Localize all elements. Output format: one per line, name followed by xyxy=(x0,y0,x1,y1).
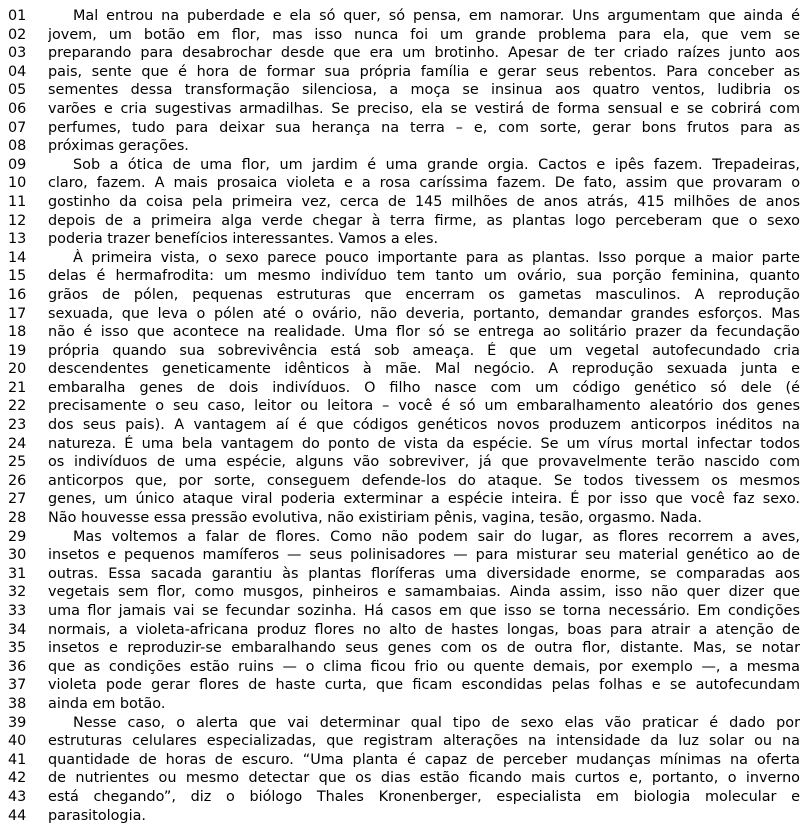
line-number: 07 xyxy=(8,119,27,136)
line-number: 18 xyxy=(8,324,27,341)
line-number: 13 xyxy=(8,231,27,248)
line-text: Sob a ótica de uma flor, um jardim é uma grande orgia. Cactos e ipês fazem. Trepadeiras, xyxy=(73,156,800,173)
text-line xyxy=(8,63,800,82)
line-text: Mas voltemos a falar de flores. Como não podem sair do lugar, as flores recorrem a aves, xyxy=(73,528,800,545)
line-text: normais, a violeta-africana produz flores no alto de hastes longas, boas para atrair a atenção de xyxy=(48,621,800,638)
line-text: pais, sente que é hora de formar sua própria família e gerar seus rebentos. Para conceber as xyxy=(48,63,800,80)
text-line xyxy=(8,81,800,100)
line-text: violeta pode gerar flores de haste curta, que ficam escondidas pelas folhas e se autofecundam xyxy=(48,677,800,694)
text-line xyxy=(8,714,800,733)
line-number: 44 xyxy=(8,807,27,824)
line-text: uma flor jamais vai se fecundar sozinha. Há casos em que isso se torna necessário. Em condições xyxy=(48,603,800,619)
line-number: 27 xyxy=(8,491,27,508)
line-text: anticorpos que, por sorte, conseguem defende-los do ataque. Se todos tivessem os mesmos xyxy=(48,472,800,489)
line-number: 02 xyxy=(8,26,27,43)
line-number: 40 xyxy=(8,733,27,750)
line-text: natureza. É uma bela vantagem do ponto de vista da espécie. Se um vírus mortal infectar todos xyxy=(48,435,800,452)
line-text: À primeira vista, o sexo parece pouco importante para as plantas. Isso porque a maior parte xyxy=(73,249,800,266)
text-line xyxy=(8,732,800,751)
text-line xyxy=(8,621,800,640)
line-number: 38 xyxy=(8,695,27,712)
text-line xyxy=(8,546,800,565)
line-number: 25 xyxy=(8,454,27,471)
line-number: 10 xyxy=(8,175,27,192)
line-text: embaralha genes de dois indivíduos. O filho nasce com um código genético só dele (é xyxy=(48,379,800,396)
text-line xyxy=(8,695,800,714)
document-text xyxy=(8,7,800,825)
line-text: Nesse caso, o alerta que vai determinar qual tipo de sexo elas vão praticar é dado por xyxy=(73,714,800,731)
line-number: 42 xyxy=(8,770,27,787)
line-text: insetos e reproduzir-se embaralhando seus genes com os de outra flor, distante. Mas, se notar xyxy=(48,640,800,657)
text-line xyxy=(8,379,800,398)
line-number: 36 xyxy=(8,658,27,675)
text-line xyxy=(8,193,800,212)
line-text: poderia trazer benefícios interessantes. Vamos a eles. xyxy=(48,231,439,248)
line-number: 34 xyxy=(8,621,27,638)
line-number: 24 xyxy=(8,435,27,452)
line-text: descendentes geneticamente idênticos à mãe. Mal negócio. A reprodução sexuada junta e xyxy=(48,361,800,378)
line-number: 08 xyxy=(8,138,27,155)
line-text: claro, fazem. A mais prosaica violeta e a rosa caríssima fazem. De fato, assim que provaram o xyxy=(48,175,800,192)
text-line xyxy=(8,509,800,528)
line-text: está chegando”, diz o biólogo Thales Kronenberger, especialista em biologia molecular e xyxy=(48,788,800,805)
line-text: não é isso que acontece na realidade. Uma flor só se entrega ao solitário prazer da fecundação xyxy=(48,324,800,341)
line-text: quantidade de horas de escuro. “Uma planta é capaz de perceber mudanças mínimas na oferta xyxy=(48,751,800,768)
text-line xyxy=(8,156,800,175)
text-line xyxy=(8,230,800,249)
text-line xyxy=(8,565,800,584)
line-number: 23 xyxy=(8,417,27,434)
line-number: 30 xyxy=(8,547,27,564)
line-text: grãos de pólen, pequenas estruturas que encerram os gametas masculinos. A reprodução xyxy=(48,286,800,303)
text-line xyxy=(8,639,800,658)
text-line xyxy=(8,360,800,379)
line-text: jovem, um botão em flor, mas isso nunca foi um grande problema para ela, que vem se xyxy=(48,26,800,43)
line-number: 28 xyxy=(8,510,27,527)
text-line xyxy=(8,212,800,231)
line-number: 06 xyxy=(8,100,27,117)
line-number: 31 xyxy=(8,565,27,582)
text-line xyxy=(8,583,800,602)
text-line xyxy=(8,119,800,138)
line-number: 15 xyxy=(8,268,27,285)
line-number: 16 xyxy=(8,286,27,303)
line-number: 01 xyxy=(8,8,27,24)
line-number: 33 xyxy=(8,603,27,619)
text-line xyxy=(8,435,800,454)
line-text: próximas gerações. xyxy=(48,138,189,155)
line-text: genes, um único ataque viral poderia exterminar a espécie inteira. É por isso que você faz sexo. xyxy=(48,491,800,508)
line-number: 39 xyxy=(8,714,27,731)
line-number: 19 xyxy=(8,342,27,359)
line-text: dos seus pais). A vantagem aí é que códigos genéticos novos produzem anticorpos inéditos na xyxy=(48,417,800,434)
text-line xyxy=(8,676,800,695)
line-number: 43 xyxy=(8,788,27,805)
text-line xyxy=(8,397,800,416)
text-line xyxy=(8,453,800,472)
text-line xyxy=(8,658,800,677)
text-line xyxy=(8,807,800,826)
line-number: 17 xyxy=(8,305,27,322)
line-number: 04 xyxy=(8,63,27,80)
text-line xyxy=(8,751,800,770)
line-number: 20 xyxy=(8,361,27,378)
line-number: 21 xyxy=(8,379,27,396)
line-number: 22 xyxy=(8,398,27,415)
line-number: 41 xyxy=(8,751,27,768)
line-number: 37 xyxy=(8,677,27,694)
text-line xyxy=(8,472,800,491)
line-text: vegetais sem flor, como musgos, pinheiros e samambaias. Ainda assim, isso não quer dizer que xyxy=(48,584,800,601)
text-line xyxy=(8,528,800,547)
line-number: 12 xyxy=(8,212,27,229)
text-line xyxy=(8,44,800,63)
line-number: 26 xyxy=(8,472,27,489)
line-text: perfumes, tudo para deixar sua herança na terra – e, com sorte, gerar bons frutos para as xyxy=(48,119,800,136)
line-number: 11 xyxy=(8,193,27,210)
line-number: 03 xyxy=(8,45,27,62)
text-line xyxy=(8,286,800,305)
text-line xyxy=(8,7,800,26)
line-text: delas é hermafrodita: um mesmo indivíduo tem tanto um ovário, sua porção feminina, quanto xyxy=(48,268,800,285)
line-text: os indivíduos de uma espécie, alguns vão sobreviver, já que provavelmente terão nascido com xyxy=(48,454,800,471)
line-number: 29 xyxy=(8,528,27,545)
line-text: ainda em botão. xyxy=(48,695,166,712)
text-line xyxy=(8,416,800,435)
text-line xyxy=(8,174,800,193)
line-text: própria quando sua sobrevivência está sob ameaça. É que um vegetal autofecundado cria xyxy=(48,342,800,359)
line-text: que as condições estão ruins — o clima ficou frio ou quente demais, por exemplo —, a mesma xyxy=(48,658,800,675)
line-text: Não houvesse essa pressão evolutiva, não existiriam pênis, vagina, tesão, orgasmo. Nada. xyxy=(48,510,702,527)
text-line xyxy=(8,267,800,286)
line-number: 05 xyxy=(8,82,27,99)
line-text: parasitologia. xyxy=(48,807,146,824)
line-text: precisamente o seu caso, leitor ou leitora – você é só um embaralhamento aleatório dos genes xyxy=(48,398,800,415)
line-text: insetos e pequenos mamíferos — seus polinisadores — para misturar seu material genético ao de xyxy=(48,547,800,564)
text-line xyxy=(8,100,800,119)
text-line xyxy=(8,137,800,156)
line-number: 09 xyxy=(8,156,27,173)
line-number: 14 xyxy=(8,249,27,266)
line-text: sementes dessa transformação silenciosa, a moça se insinua aos quatro ventos, ludibria os xyxy=(48,82,800,99)
text-line xyxy=(8,305,800,324)
text-line xyxy=(8,788,800,807)
line-text: preparando para desabrochar desde que era um brotinho. Apesar de ter criado raízes junto aos xyxy=(48,45,800,62)
text-line xyxy=(8,323,800,342)
line-text: de nutrientes ou mesmo detectar que os dias estão ficando mais curtos e, portanto, o inverno xyxy=(48,770,800,787)
line-text: Mal entrou na puberdade e ela só quer, só pensa, em namorar. Uns argumentam que ainda é xyxy=(73,8,800,24)
text-line xyxy=(8,342,800,361)
text-line xyxy=(8,249,800,268)
text-line xyxy=(8,769,800,788)
text-line xyxy=(8,602,800,621)
line-number: 35 xyxy=(8,640,27,657)
text-line xyxy=(8,490,800,509)
text-line xyxy=(8,26,800,45)
line-number: 32 xyxy=(8,584,27,601)
line-text: depois de a primeira alga verde chegar à terra firme, as plantas logo perceberam que o sexo xyxy=(48,212,800,229)
line-text: sexuada, que leva o pólen até o ovário, não deveria, portanto, demandar grandes esforços. Mas xyxy=(48,305,800,322)
line-text: gostinho da coisa pela primeira vez, cerca de 145 milhões de anos atrás, 415 milhões de anos xyxy=(48,193,800,210)
line-text: varões e cria sugestivas armadilhas. Se preciso, ela se vestirá de forma sensual e se cobrirá com xyxy=(48,100,800,117)
line-text: estruturas celulares especializadas, que registram alterações na intensidade da luz solar ou na xyxy=(48,733,800,750)
line-text: outras. Essa sacada garantiu às plantas floríferas uma diversidade enorme, se comparadas aos xyxy=(48,565,800,582)
